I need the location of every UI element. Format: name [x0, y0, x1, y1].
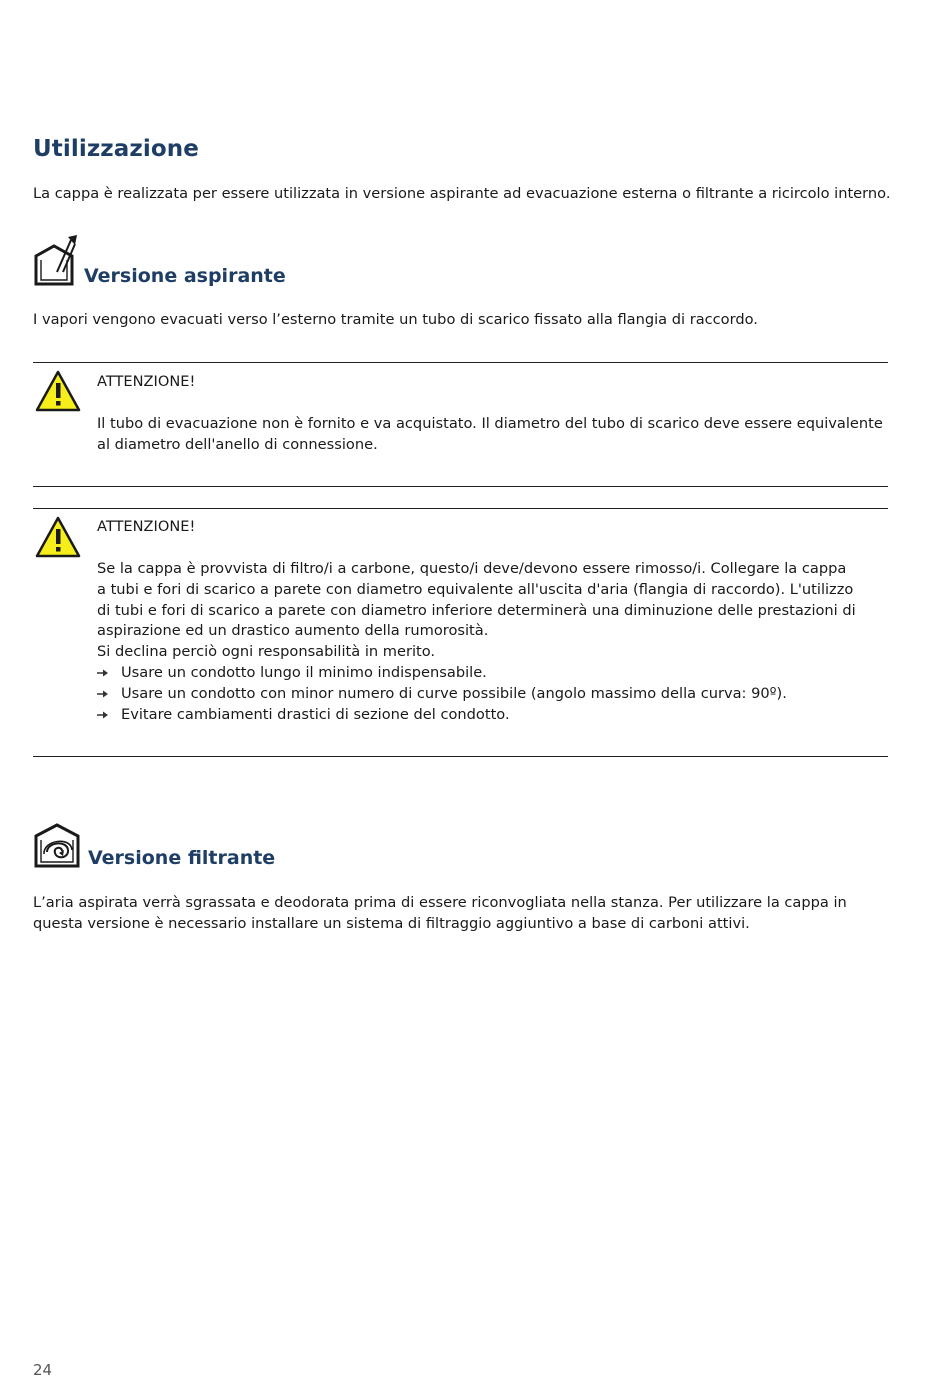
divider: [33, 508, 888, 509]
house-recirculation-icon: [33, 822, 83, 868]
house-exhaust-icon: [33, 234, 79, 286]
arrow-right-icon: [97, 705, 113, 725]
filtrante-line: L’aria aspirata verrà sgrassata e deodorata prima di essere riconvogliata nella stanza. Per utilizzare la cappa in: [33, 894, 847, 911]
list-item: [97, 705, 887, 726]
warning-text: [97, 414, 887, 456]
warning-line: al diametro dell'anello di connessione.: [97, 435, 378, 453]
warning-line: Il tubo di evacuazione non è fornito e va acquistato. Il diametro del tubo di scarico deve essere equivalente: [97, 415, 883, 432]
warning-triangle-icon: [35, 370, 81, 412]
divider: [33, 362, 888, 363]
filtrante-text: [33, 893, 893, 935]
warning-title: ATTENZIONE!: [97, 373, 196, 390]
warning-title: ATTENZIONE!: [97, 518, 196, 535]
filtrante-heading: Versione filtrante: [88, 847, 276, 869]
divider: [33, 486, 888, 487]
list-item-text: Evitare cambiamenti drastici di sezione del condotto.: [121, 705, 510, 723]
list-item-text: Usare un condotto con minor numero di curve possibile (angolo massimo della curva: 90º).: [121, 684, 787, 702]
arrow-right-icon: [97, 684, 113, 704]
warning-line: Se la cappa è provvista di filtro/i a carbone, questo/i deve/devono essere rimosso/i. Collegare la cappa: [97, 560, 847, 577]
page-title: Utilizzazione: [33, 136, 199, 162]
page-number: 24: [33, 1361, 53, 1379]
intro-text: La cappa è realizzata per essere utilizzata in versione aspirante ad evacuazione esterna o filtrante a ricircolo interno.: [33, 185, 891, 202]
warning-text: [97, 559, 887, 725]
aspirante-text: I vapori vengono evacuati verso l’esterno tramite un tubo di scarico fissato alla flangia di raccordo.: [33, 311, 758, 328]
list-item: [97, 663, 887, 684]
list-item: [97, 684, 887, 705]
warning-line: Si declina perciò ogni responsabilità in merito.: [97, 643, 436, 661]
warning-line: a tubi e fori di scarico a parete con diametro equivalente all'uscita d'aria (flangia di raccordo). L'utilizzo: [97, 580, 854, 598]
divider: [33, 756, 888, 757]
arrow-right-icon: [97, 663, 113, 683]
aspirante-heading: Versione aspirante: [84, 265, 286, 287]
filtrante-line: questa versione è necessario installare un sistema di filtraggio aggiuntivo a base di carboni attivi.: [33, 914, 750, 932]
list-item-text: Usare un condotto lungo il minimo indispensabile.: [121, 663, 487, 681]
warning-line: di tubi e fori di scarico a parete con diametro inferiore determinerà una diminuzione delle prestazioni di: [97, 601, 856, 619]
warning-line: aspirazione ed un drastico aumento della rumorosità.: [97, 622, 489, 640]
warning-triangle-icon: [35, 516, 81, 558]
